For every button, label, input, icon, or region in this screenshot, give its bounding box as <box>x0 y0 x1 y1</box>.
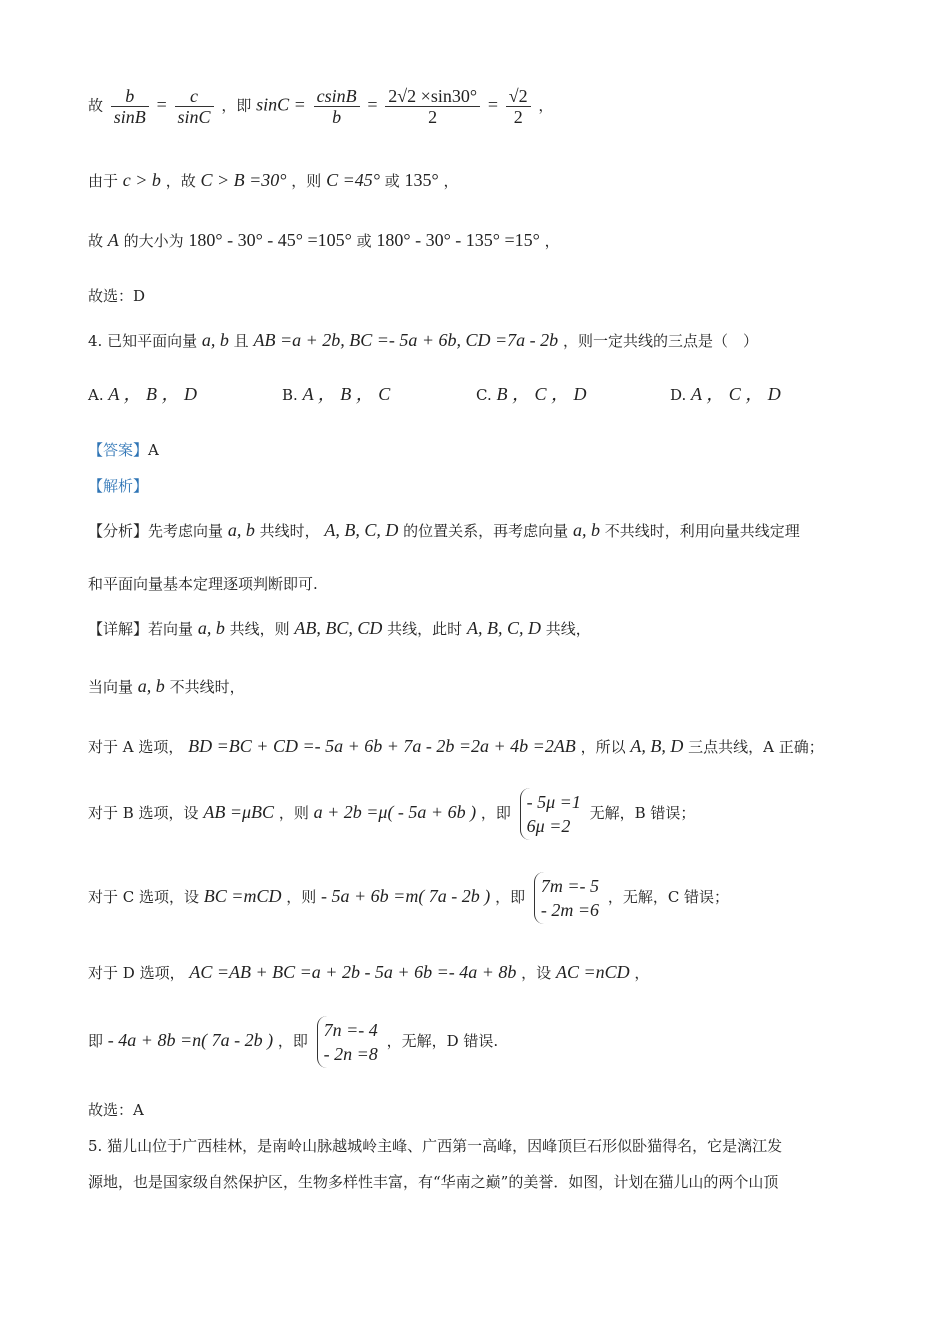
math: A ， B ， D <box>108 384 198 404</box>
text: 由于 <box>88 172 119 190</box>
fraction-c-sinC <box>175 86 214 127</box>
numerator: √2 <box>506 86 531 107</box>
fraction-value <box>385 86 480 127</box>
math: C =45° <box>326 170 380 190</box>
math: B ， C ， D <box>496 384 587 404</box>
text: 且 <box>233 332 249 350</box>
math: AB, BC, CD <box>294 618 383 638</box>
text: ，即 <box>277 1032 308 1050</box>
option-label: B. <box>282 386 298 404</box>
math: A <box>107 230 119 250</box>
text: ，故 <box>165 172 196 190</box>
text: 故 <box>88 96 104 115</box>
text: 或 <box>384 172 400 190</box>
text: 无解，B 错误； <box>589 804 696 822</box>
text: ，无解，D 错误. <box>386 1032 499 1050</box>
text: 对于 C 选项，设 <box>88 888 200 906</box>
equation: - 5μ =1 <box>526 792 581 812</box>
analysis-tag: 【解析】 <box>88 477 149 495</box>
option-b-analysis <box>88 784 695 841</box>
option-d-analysis <box>88 962 649 983</box>
xiangjie-line <box>88 618 591 639</box>
angle-A-line <box>88 230 560 251</box>
option-label: D. <box>670 386 687 404</box>
text: ，即 <box>221 96 252 115</box>
math: a, b <box>201 330 229 350</box>
text: ，则 <box>291 172 322 190</box>
dang-line <box>88 676 245 697</box>
text: 共线，此时 <box>387 620 463 638</box>
fraction-b-sinB <box>111 86 149 127</box>
fraction-csinB-b <box>314 86 360 127</box>
text: 共线时， <box>259 522 320 540</box>
math: AB =μBC <box>203 802 275 822</box>
text: ，则一定共线的三点是（ ） <box>562 332 758 350</box>
equation: - 2m =6 <box>540 900 600 920</box>
equation-system <box>520 788 581 840</box>
fraction-sqrt2-2 <box>506 86 531 127</box>
text: 的位置关系，再考虑向量 <box>403 522 569 540</box>
option-c-analysis <box>88 868 729 925</box>
question-4 <box>88 330 758 351</box>
text: 或 <box>356 232 372 250</box>
xiangjie-tag: 【详解】 <box>88 620 149 638</box>
math: sinC = <box>256 94 306 115</box>
math: a + 2b =μ( - 5a + 6b ) <box>313 802 477 822</box>
text: 不共线时， <box>169 678 245 696</box>
math: a, b <box>227 520 255 540</box>
choose-line: 故选：A <box>88 1101 144 1119</box>
fenxi-tag: 【分析】 <box>88 522 149 540</box>
option-b <box>282 384 390 405</box>
math: a, b <box>197 618 225 638</box>
equation: 7n =- 4 <box>323 1020 378 1040</box>
math: BC =mCD <box>203 886 282 906</box>
text: 对于 D 选项， <box>88 964 185 982</box>
equation-system <box>534 872 599 924</box>
equation: 6μ =2 <box>526 816 571 836</box>
text: 三点共线，A 正确； <box>688 738 824 756</box>
answer-value: A <box>148 441 159 459</box>
equals: = <box>367 94 378 115</box>
denominator: 2 <box>428 107 438 127</box>
math: AB =a + 2b, BC =- 5a + 6b, CD =7a - 2b <box>253 330 559 350</box>
text: 对于 A 选项， <box>88 738 184 756</box>
equation-system <box>317 1016 378 1068</box>
text: 共线，则 <box>229 620 290 638</box>
denominator: b <box>332 107 342 127</box>
text: ，设 <box>521 964 552 982</box>
option-a-analysis <box>88 736 824 757</box>
sine-law-line <box>88 86 553 127</box>
answer-line <box>88 440 159 460</box>
numerator: c <box>175 86 214 107</box>
math: a, b <box>137 676 165 696</box>
text: 故 <box>88 232 104 250</box>
text: 即 <box>88 1032 104 1050</box>
option-d-analysis-2 <box>88 1012 498 1069</box>
math: BD =BC + CD =- 5a + 6b + 7a - 2b =2a + 4b =2AB <box>188 736 576 756</box>
math: C > B =30° <box>200 170 287 190</box>
numerator: b <box>111 86 149 107</box>
equation: - 2n =8 <box>323 1044 378 1064</box>
option-a <box>88 384 197 405</box>
text: ， <box>538 96 554 115</box>
text: ， <box>634 964 650 982</box>
text: 对于 B 选项，设 <box>88 804 199 822</box>
math: AC =nCD <box>555 962 630 982</box>
math: 135° <box>404 170 439 190</box>
math: A ， C ， D <box>691 384 781 404</box>
math: A, B, C, D <box>324 520 399 540</box>
text: ，则 <box>278 804 309 822</box>
math: 180° - 30° - 45° =105° <box>188 230 352 250</box>
text: 的大小为 <box>123 232 184 250</box>
fenxi-line-2: 和平面向量基本定理逐项判断即可. <box>88 575 318 593</box>
text: ，则 <box>286 888 317 906</box>
option-label: C. <box>476 386 492 404</box>
option-d <box>670 384 781 405</box>
text: ， <box>443 172 459 190</box>
analysis-line <box>88 476 148 496</box>
text: 当向量 <box>88 678 134 696</box>
equation: 7m =- 5 <box>540 876 600 896</box>
angle-compare-line <box>88 170 459 191</box>
text: ，所以 <box>580 738 626 756</box>
text: 先考虑向量 <box>148 522 224 540</box>
denominator: 2 <box>513 107 523 127</box>
option-c <box>476 384 587 405</box>
fenxi-line <box>88 520 800 541</box>
text: ，即 <box>480 804 511 822</box>
equals: = <box>487 94 498 115</box>
numerator: 2√2 ×sin30° <box>385 86 480 107</box>
question-5-line-1: 5. 猫儿山位于广西桂林，是南岭山脉越城岭主峰、广西第一高峰，因峰顶巨石形似卧猫得名，它是漓江发 <box>88 1137 783 1155</box>
math: A, B, C, D <box>466 618 541 638</box>
math: c > b <box>122 170 161 190</box>
math: 180° - 30° - 135° =15° <box>376 230 540 250</box>
text: 若向量 <box>148 620 194 638</box>
equals: = <box>156 94 167 115</box>
text: 4. 已知平面向量 <box>88 332 198 350</box>
math: A, B, D <box>630 736 684 756</box>
answer-tag: 【答案】 <box>88 441 149 459</box>
denominator: sinC <box>177 107 211 127</box>
text: ， <box>544 232 560 250</box>
numerator: csinB <box>314 86 360 107</box>
math: - 4a + 8b =n( 7a - 2b ) <box>107 1030 274 1050</box>
text: 不共线时，利用向量共线定理 <box>604 522 800 540</box>
text: 共线， <box>545 620 591 638</box>
choice-line: 故选：D <box>88 287 146 305</box>
math: - 5a + 6b =m( 7a - 2b ) <box>321 886 491 906</box>
text: ，即 <box>495 888 526 906</box>
math: AC =AB + BC =a + 2b - 5a + 6b =- 4a + 8b <box>189 962 517 982</box>
text: ，无解，C 错误； <box>607 888 730 906</box>
denominator: sinB <box>113 107 146 127</box>
math: A ， B ， C <box>302 384 391 404</box>
question-5-line-2: 源地，也是国家级自然保护区，生物多样性丰富，有“华南之巅”的美誉．如图，计划在猫儿山的两个山顶 <box>88 1173 779 1191</box>
math: a, b <box>572 520 600 540</box>
option-label: A. <box>88 386 104 404</box>
